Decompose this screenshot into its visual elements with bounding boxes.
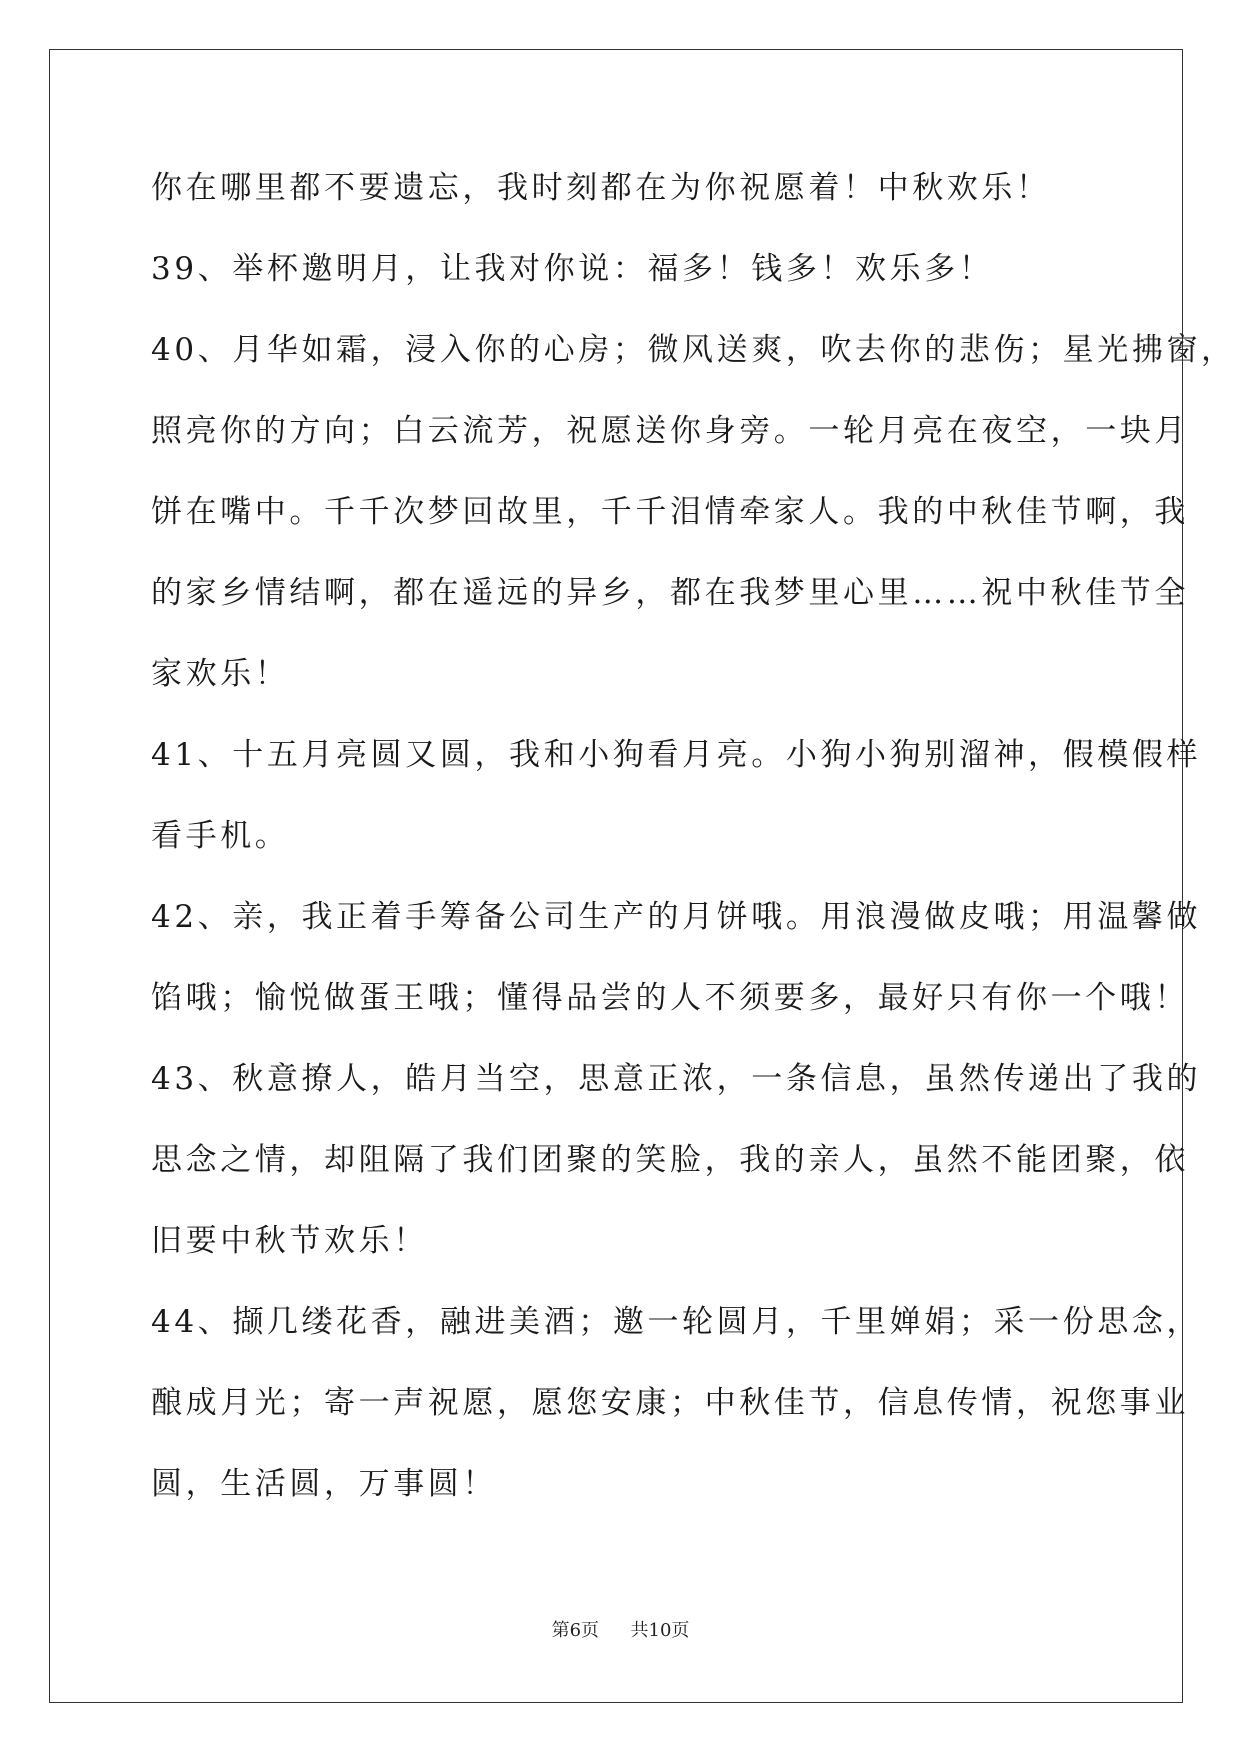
page-total: 共10页 bbox=[630, 1620, 690, 1641]
text-line: 饼在嘴中。千千次梦回故里，千千泪情牵家人。我的中秋佳节啊，我 bbox=[151, 494, 1189, 530]
text-line: 你在哪里都不要遗忘，我时刻都在为你祝愿着！中秋欢乐！ bbox=[151, 170, 1051, 206]
text-line: 酿成月光；寄一声祝愿，愿您安康；中秋佳节，信息传情，祝您事业 bbox=[151, 1385, 1189, 1421]
text-line: 思念之情，却阻隔了我们团聚的笑脸，我的亲人，虽然不能团聚，依 bbox=[151, 1142, 1189, 1178]
text-line: 42、亲，我正着手筹备公司生产的月饼哦。用浪漫做皮哦；用温馨做 bbox=[151, 899, 1202, 935]
text-line: 的家乡情结啊，都在遥远的异乡，都在我梦里心里……祝中秋佳节全 bbox=[151, 575, 1189, 611]
text-line: 41、十五月亮圆又圆，我和小狗看月亮。小狗小狗别溜神，假模假样 bbox=[151, 737, 1202, 773]
text-line: 馅哦；愉悦做蛋王哦；懂得品尝的人不须要多，最好只有你一个哦！ bbox=[151, 980, 1189, 1016]
text-line: 旧要中秋节欢乐！ bbox=[151, 1223, 428, 1259]
page-footer bbox=[0, 1616, 1241, 1642]
document-body bbox=[151, 160, 1236, 1537]
text-line: 43、秋意撩人，皓月当空，思意正浓，一条信息，虽然传递出了我的 bbox=[151, 1061, 1202, 1097]
text-line: 圆，生活圆，万事圆！ bbox=[151, 1466, 497, 1502]
text-line: 44、撷几缕花香，融进美酒；邀一轮圆月，千里婵娟；采一份思念， bbox=[151, 1304, 1202, 1340]
text-line: 40、月华如霜，浸入你的心房；微风送爽，吹去你的悲伤；星光拂窗， bbox=[151, 332, 1236, 368]
text-line: 家欢乐！ bbox=[151, 656, 290, 692]
text-line: 照亮你的方向；白云流芳，祝愿送你身旁。一轮月亮在夜空，一块月 bbox=[151, 413, 1189, 449]
text-line: 39、举杯邀明月，让我对你说：福多！钱多！欢乐多！ bbox=[151, 251, 994, 287]
text-line: 看手机。 bbox=[151, 818, 290, 854]
page-number: 第6页 bbox=[551, 1620, 600, 1641]
